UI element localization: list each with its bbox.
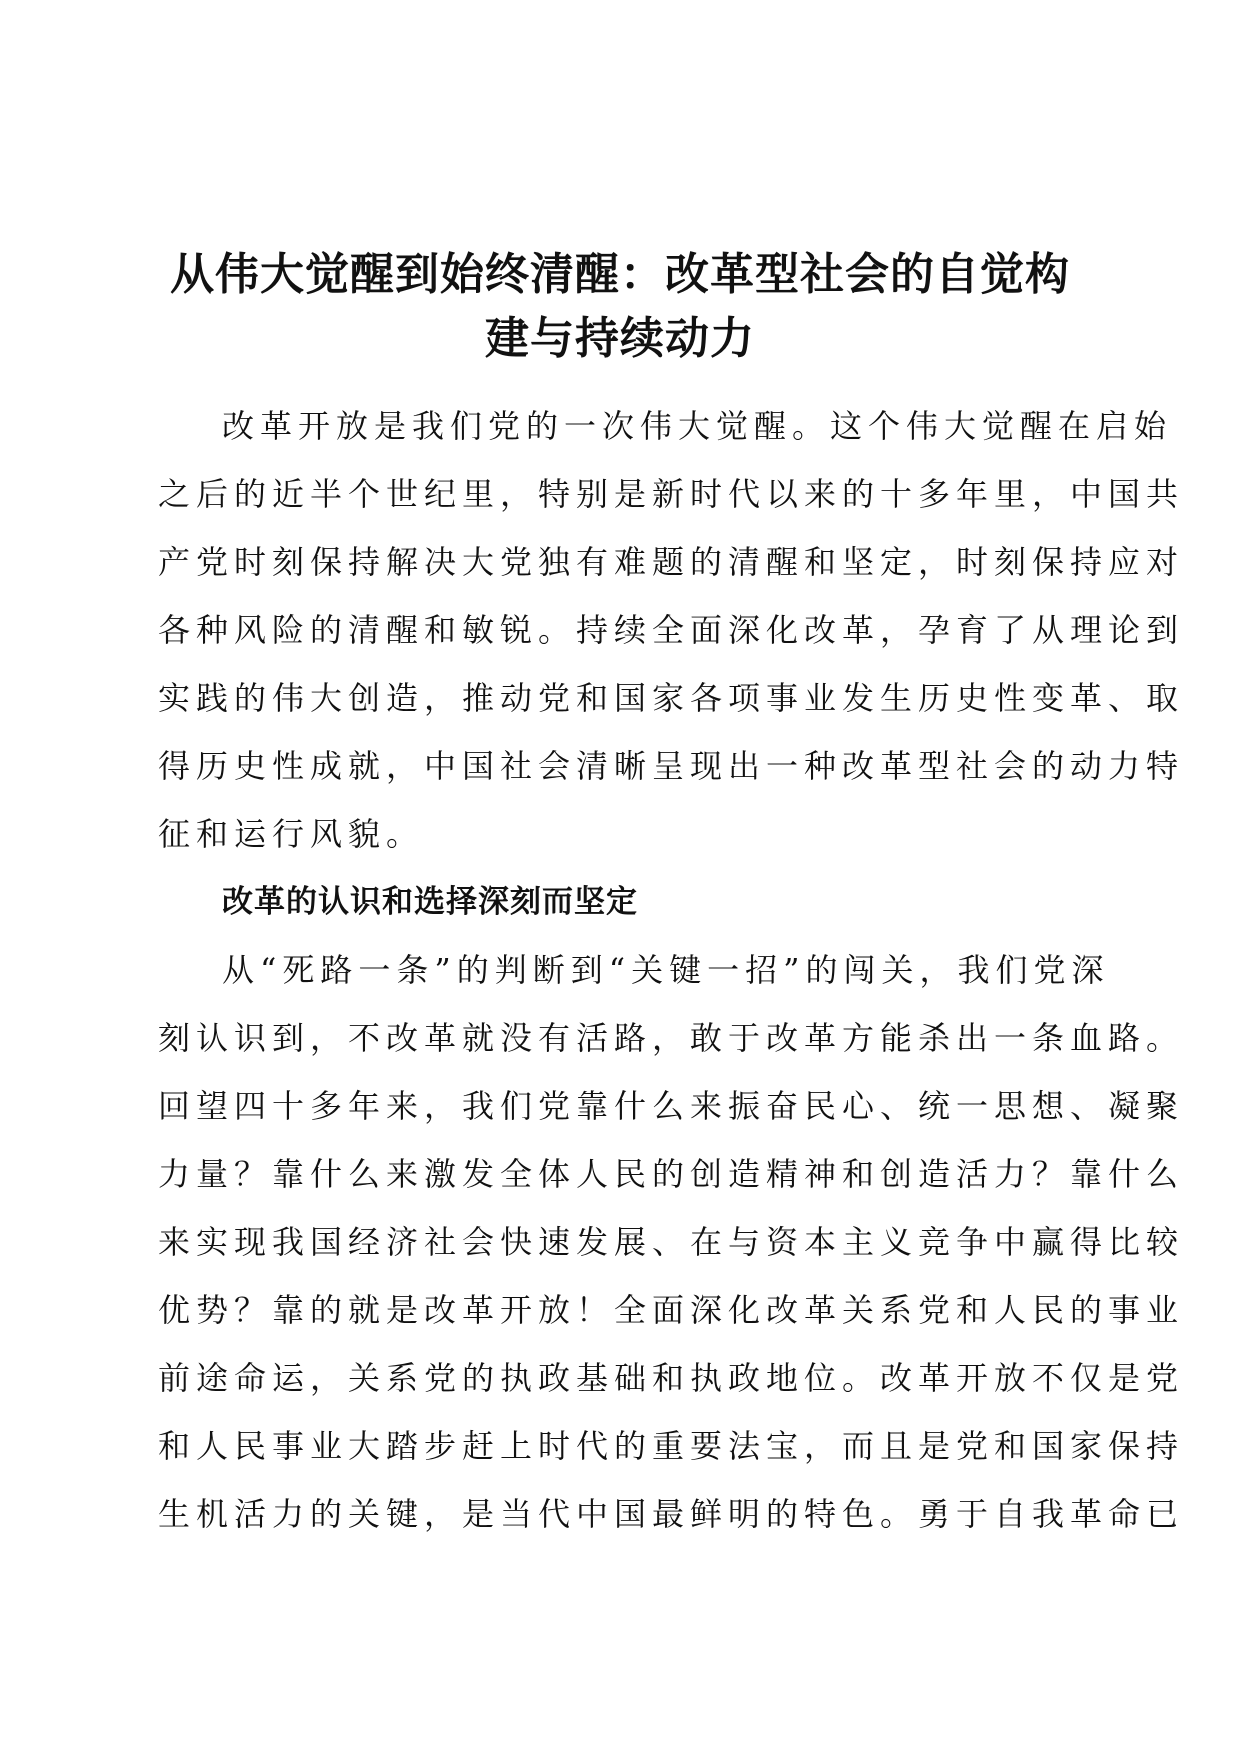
section-subheading: 改革的认识和选择深刻而坚定 bbox=[222, 884, 638, 920]
document-title-line-2: 建与持续动力 bbox=[485, 313, 755, 364]
paragraph-1-line: 改革开放是我们党的一次伟大觉醒。这个伟大觉醒在启始 bbox=[222, 407, 1173, 445]
paragraph-1-line: 各种风险的清醒和敏锐。持续全面深化改革，孕育了从理论到 bbox=[158, 611, 1185, 649]
paragraph-2-line: 从“死路一条”的判断到“关键一招”的闯关，我们党深 bbox=[222, 951, 1110, 989]
paragraph-2-line: 回望四十多年来，我们党靠什么来振奋民心、统一思想、凝聚 bbox=[158, 1087, 1185, 1125]
paragraph-2-line: 前途命运，关系党的执政基础和执政地位。改革开放不仅是党 bbox=[158, 1359, 1185, 1397]
document-title-line-1: 从伟大觉醒到始终清醒：改革型社会的自觉构 bbox=[170, 249, 1070, 300]
paragraph-1-line: 产党时刻保持解决大党独有难题的清醒和坚定，时刻保持应对 bbox=[158, 543, 1185, 581]
paragraph-2-line: 生机活力的关键，是当代中国最鲜明的特色。勇于自我革命已 bbox=[158, 1495, 1185, 1533]
paragraph-1-line: 之后的近半个世纪里，特别是新时代以来的十多年里，中国共 bbox=[158, 475, 1185, 513]
paragraph-1-line: 实践的伟大创造，推动党和国家各项事业发生历史性变革、取 bbox=[158, 679, 1185, 717]
paragraph-2-line: 和人民事业大踏步赶上时代的重要法宝，而且是党和国家保持 bbox=[158, 1427, 1185, 1465]
paragraph-1-line: 征和运行风貌。 bbox=[158, 815, 425, 853]
paragraph-2-line: 力量？靠什么来激发全体人民的创造精神和创造活力？靠什么 bbox=[158, 1155, 1185, 1193]
paragraph-2-line: 刻认识到，不改革就没有活路，敢于改革方能杀出一条血路。 bbox=[158, 1019, 1185, 1057]
paragraph-1-line: 得历史性成就，中国社会清晰呈现出一种改革型社会的动力特 bbox=[158, 747, 1185, 785]
paragraph-2-line: 来实现我国经济社会快速发展、在与资本主义竞争中赢得比较 bbox=[158, 1223, 1185, 1261]
paragraph-2-line: 优势？靠的就是改革开放！全面深化改革关系党和人民的事业 bbox=[158, 1291, 1185, 1329]
